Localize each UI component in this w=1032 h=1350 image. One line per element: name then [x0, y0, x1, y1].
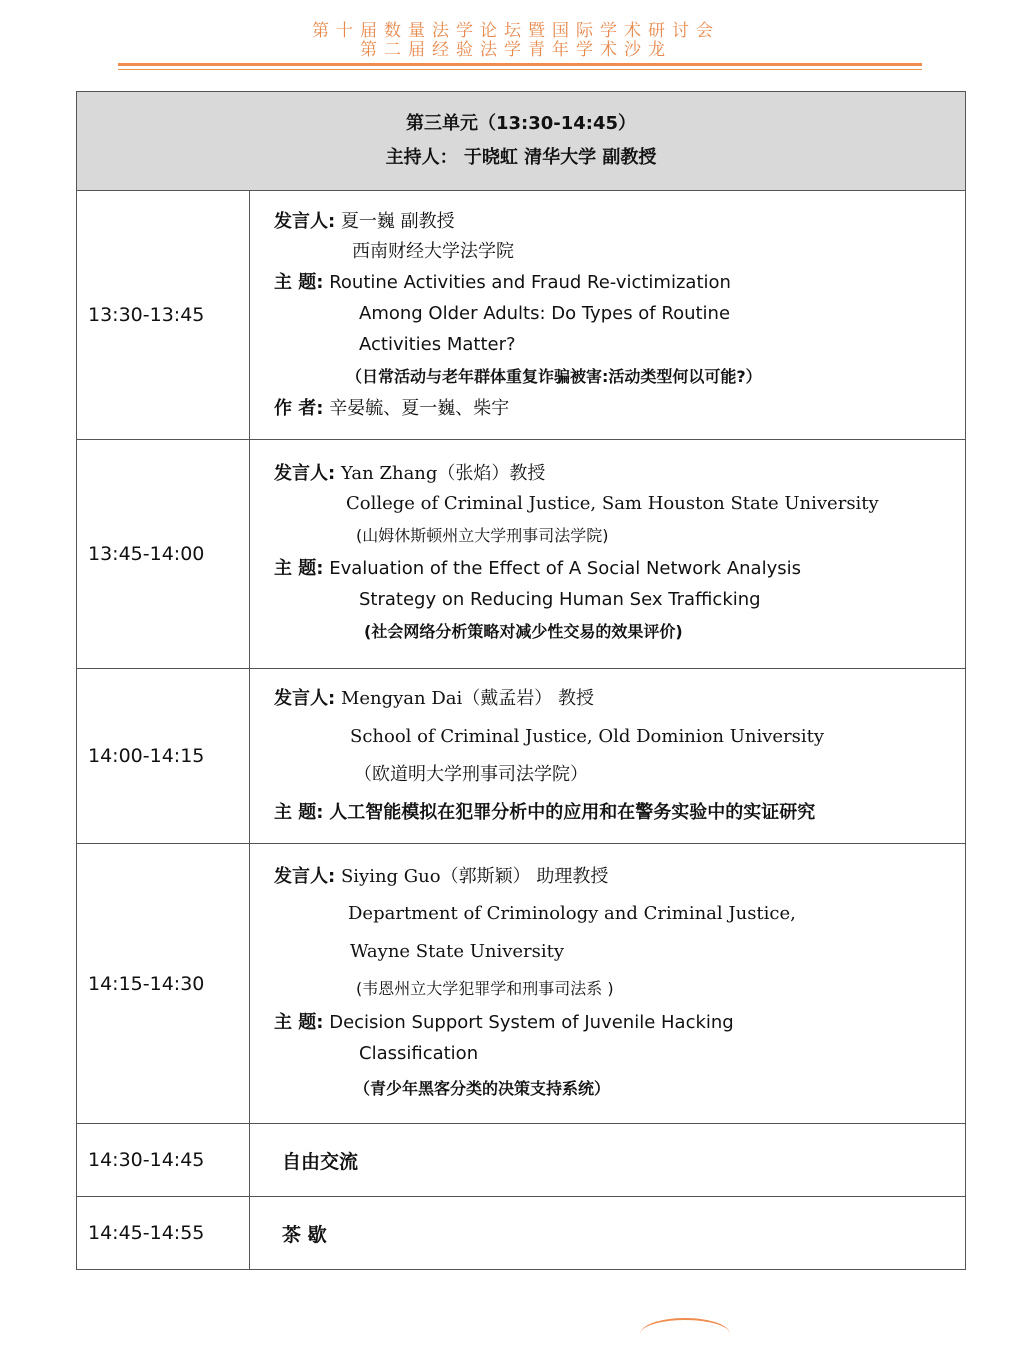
- topic-label: 主 题:: [274, 271, 324, 293]
- speaker-name: 夏一巍 副教授: [340, 210, 455, 232]
- authors: 辛晏毓、夏一巍、柴宇: [329, 397, 510, 419]
- affiliation-line: Wayne State University: [350, 940, 565, 962]
- speaker-label: 发言人:: [274, 463, 336, 484]
- footer-decoration: [640, 1318, 730, 1350]
- topic-en-line: Decision Support System of Juvenile Hacking: [329, 1011, 734, 1033]
- talk-details: [250, 191, 966, 440]
- table-row: [77, 669, 966, 844]
- topic-cn: (社会网络分析策略对减少性交易的效果评价): [364, 622, 683, 641]
- topic-en-line: Routine Activities and Fraud Re-victimization: [329, 271, 731, 293]
- topic-label: 主 题:: [274, 1011, 324, 1033]
- conference-title-line2: 第二届经验法学青年学术沙龙: [360, 40, 672, 60]
- topic-en-line: Activities Matter?: [359, 333, 516, 355]
- speaker-label: 发言人:: [274, 210, 336, 232]
- talk-details: [250, 669, 966, 844]
- time-slot: 13:30-13:45: [77, 191, 250, 440]
- topic-en-line: Evaluation of the Effect of A Social Network Analysis: [329, 558, 801, 579]
- table-row: [77, 844, 966, 1124]
- free-discussion: 自由交流: [250, 1124, 966, 1197]
- speaker-name: Yan Zhang（张焰）教授: [340, 463, 546, 484]
- header-rule-thick: [118, 63, 922, 66]
- affiliation: School of Criminal Justice, Old Dominion University: [350, 726, 825, 747]
- table-row: [77, 440, 966, 669]
- affiliation-cn: (韦恩州立大学犯罪学和刑事司法系 ): [356, 978, 614, 998]
- speaker-name: Mengyan Dai（戴孟岩） 教授: [340, 688, 594, 709]
- schedule-table: [76, 91, 966, 1270]
- conference-header: [0, 22, 1032, 60]
- affiliation: College of Criminal Justice, Sam Houston State University: [346, 493, 879, 514]
- time-slot: 13:45-14:00: [77, 440, 250, 669]
- affiliation-cn: （欧道明大学刑事司法学院）: [354, 764, 588, 785]
- session-host: 主持人： 于晓虹 清华大学 副教授: [385, 147, 657, 168]
- topic-cn: （日常活动与老年群体重复诈骗被害:活动类型何以可能?）: [346, 366, 762, 386]
- topic-cn: （青少年黑客分类的决策支持系统）: [354, 1078, 611, 1098]
- table-row: [77, 1197, 966, 1270]
- speaker-label: 发言人:: [274, 865, 336, 887]
- tea-break: 茶 歇: [250, 1197, 966, 1270]
- talk-details: [250, 844, 966, 1124]
- affiliation: 西南财经大学法学院: [352, 240, 514, 262]
- session-header: [77, 92, 966, 191]
- conference-title-line1: 第十届数量法学论坛暨国际学术研讨会: [312, 21, 720, 41]
- topic-en-line: Strategy on Reducing Human Sex Trafficking: [359, 589, 761, 610]
- speaker-name: Siying Guo（郭斯颖） 助理教授: [340, 865, 609, 887]
- topic-label: 主 题:: [274, 802, 324, 823]
- time-slot: 14:30-14:45: [77, 1124, 250, 1197]
- session-header-row: [77, 92, 966, 191]
- session-title: 第三单元（13:30-14:45）: [405, 113, 637, 134]
- time-slot: 14:00-14:15: [77, 669, 250, 844]
- time-slot: 14:45-14:55: [77, 1197, 250, 1270]
- time-slot: 14:15-14:30: [77, 844, 250, 1124]
- topic-en-line: Classification: [359, 1042, 479, 1064]
- speaker-label: 发言人:: [274, 688, 336, 709]
- topic-cn: 人工智能模拟在犯罪分析中的应用和在警务实验中的实证研究: [329, 802, 816, 823]
- author-label: 作 者:: [274, 397, 324, 419]
- affiliation-line: Department of Criminology and Criminal Justice,: [348, 902, 796, 924]
- table-row: [77, 1124, 966, 1197]
- talk-details: [250, 440, 966, 669]
- affiliation-cn: (山姆休斯顿州立大学刑事司法学院): [356, 526, 609, 545]
- topic-label: 主 题:: [274, 558, 324, 579]
- topic-en-line: Among Older Adults: Do Types of Routine: [359, 302, 731, 324]
- header-rule-thin: [118, 69, 922, 70]
- table-row: [77, 191, 966, 440]
